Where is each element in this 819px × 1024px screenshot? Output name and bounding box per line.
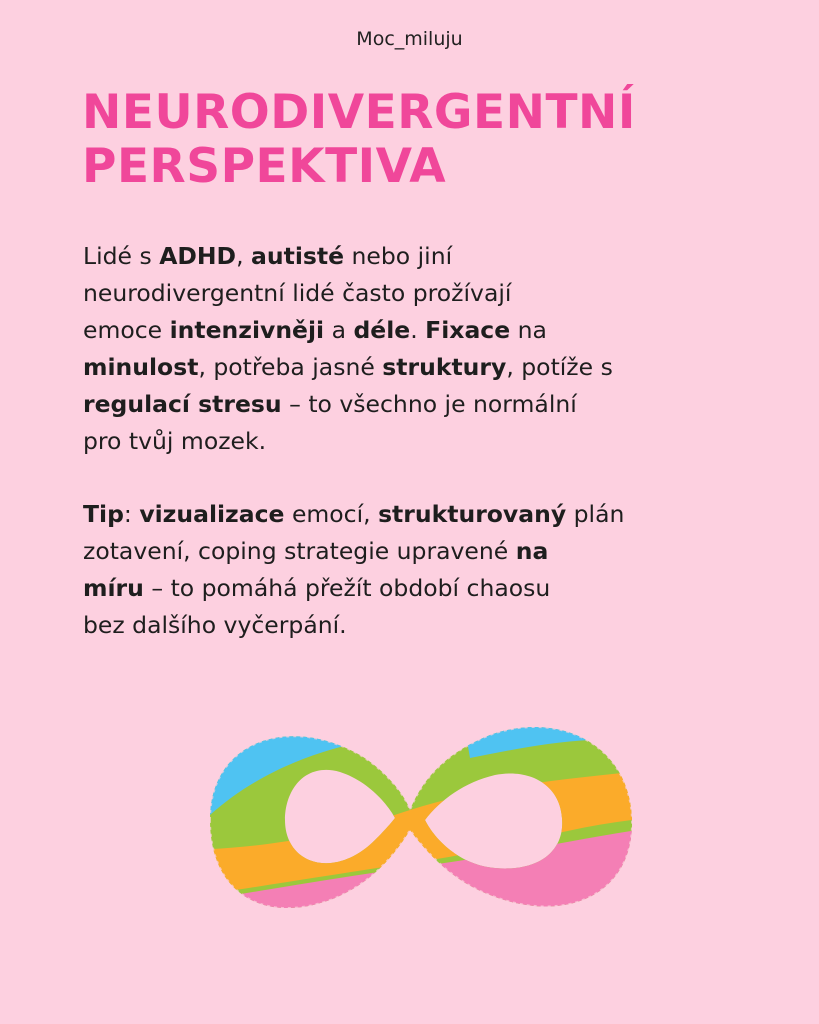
text-line: zotavení, coping strategie upravené na	[83, 537, 549, 565]
text-line: bez dalšího vyčerpání.	[83, 611, 347, 639]
rainbow-infinity-icon	[170, 700, 650, 930]
title-line-1: NEURODIVERGENTNÍ	[82, 85, 636, 140]
page-title	[82, 86, 782, 194]
text-line: emoce intenzivněji a déle. Fixace na	[83, 316, 547, 344]
account-name: Moc_miluju	[356, 28, 463, 50]
title-line-2: PERSPEKTIVA	[82, 139, 447, 194]
text-line: míru – to pomáhá přežít období chaosu	[83, 574, 551, 602]
text-line: regulací stresu – to všechno je normální	[83, 390, 577, 418]
text-line: minulost, potřeba jasné struktury, potíže s	[83, 353, 613, 381]
paragraph-neurodivergent	[83, 238, 783, 460]
paragraph-tip	[83, 496, 783, 644]
text-line: Lidé s ADHD, autisté nebo jiní	[83, 242, 453, 270]
text-line: Tip: vizualizace emocí, strukturovaný plán	[83, 500, 625, 528]
text-line: neurodivergentní lidé často prožívají	[83, 279, 512, 307]
text-line: pro tvůj mozek.	[83, 427, 267, 455]
